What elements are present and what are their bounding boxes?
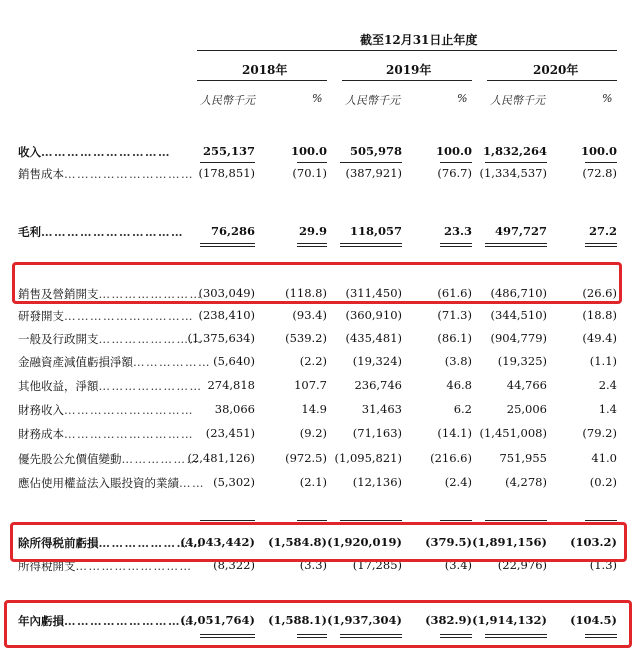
table-cell: (311,450) xyxy=(345,286,402,300)
table-cell: (4,051,764) xyxy=(180,613,255,627)
rule xyxy=(340,162,402,163)
table-cell: (360,910) xyxy=(345,308,402,322)
table-cell: (71,163) xyxy=(352,426,402,440)
table-cell: (14.1) xyxy=(437,426,472,440)
table-cell: (18.8) xyxy=(582,308,617,322)
header-rule xyxy=(197,50,617,51)
table-cell: (19,324) xyxy=(352,354,402,368)
row-label-text: 應佔使用權益法入賬投資的業績 xyxy=(18,476,179,490)
table-cell: (238,410) xyxy=(198,308,255,322)
row-label-text: 其他收益，淨額 xyxy=(18,379,99,393)
table-cell: (4,043,442) xyxy=(180,535,255,549)
table-row xyxy=(18,451,618,471)
leader-dots: ………………………… xyxy=(64,309,194,323)
row-label-text: 財務收入 xyxy=(18,403,64,417)
table-cell: (2.2) xyxy=(299,354,327,368)
table-cell: 274,818 xyxy=(207,378,255,392)
row-label xyxy=(18,426,194,442)
table-cell: (2.4) xyxy=(444,475,472,489)
leader-dots: ……………………… xyxy=(75,559,193,573)
highlight-box-loss-before-tax xyxy=(10,522,627,562)
table-cell: 14.9 xyxy=(301,402,327,416)
year-2019: 2019年 xyxy=(386,63,432,77)
table-cell: (103.2) xyxy=(570,535,617,549)
table-cell: 31,463 xyxy=(361,402,402,416)
table-cell: (70.1) xyxy=(292,166,327,180)
table-cell: (1,451,008) xyxy=(479,426,547,440)
row-label-text: 除所得税前虧損 xyxy=(18,536,99,550)
table-cell: (486,710) xyxy=(490,286,547,300)
table-cell: (9.2) xyxy=(299,426,327,440)
rule xyxy=(297,243,327,244)
year-rule-2019 xyxy=(342,80,472,81)
table-cell: (0.2) xyxy=(589,475,617,489)
rule xyxy=(297,162,327,163)
table-cell: (1,914,132) xyxy=(472,613,547,627)
table-cell: (5,640) xyxy=(213,354,255,368)
table-cell: (1.3) xyxy=(589,558,617,572)
table-cell: (3.3) xyxy=(299,558,327,572)
rule xyxy=(485,243,547,244)
table-cell: 100.0 xyxy=(435,144,472,158)
highlight-box-loss-for-year xyxy=(4,600,632,648)
row-label-text: 所得稅開支 xyxy=(18,559,76,573)
row-label xyxy=(18,451,200,467)
table-cell: 107.7 xyxy=(294,378,327,392)
leader-dots: ………………………… xyxy=(64,427,194,441)
row-label xyxy=(18,224,184,240)
row-label-text: 研發開支 xyxy=(18,309,64,323)
table-cell: (435,481) xyxy=(345,331,402,345)
highlight-box-selling-expenses xyxy=(12,262,622,304)
table-cell: 497,727 xyxy=(494,224,547,238)
leader-dots: …………………… xyxy=(98,332,203,346)
table-cell: (1,095,821) xyxy=(334,451,402,465)
table-cell: (303,049) xyxy=(198,286,255,300)
rule xyxy=(585,162,617,163)
table-row xyxy=(18,224,618,244)
table-cell: 76,286 xyxy=(210,224,255,238)
rule xyxy=(200,520,255,521)
table-cell: (1,588.1) xyxy=(268,613,327,627)
leader-dots: ………………………… xyxy=(64,614,194,628)
table-cell: 505,978 xyxy=(349,144,402,158)
table-cell: (3.4) xyxy=(444,558,472,572)
row-label-text: 一般及行政開支 xyxy=(18,332,99,346)
table-cell: (904,779) xyxy=(490,331,547,345)
row-label-text: 財務成本 xyxy=(18,427,64,441)
table-cell: 236,746 xyxy=(354,378,402,392)
table-cell: 1,832,264 xyxy=(482,144,547,158)
table-cell: (23,451) xyxy=(205,426,255,440)
table-cell: 27.2 xyxy=(588,224,617,238)
unit-rmb-2019: 人民幣千元 xyxy=(345,94,400,107)
table-cell: (3.8) xyxy=(444,354,472,368)
rule xyxy=(485,520,547,521)
leader-dots: ………………………… xyxy=(64,403,194,417)
row-label-text: 金融資產減值虧損淨額 xyxy=(18,355,133,369)
table-row xyxy=(18,308,618,328)
rule xyxy=(485,246,547,247)
leader-dots: ………………………… xyxy=(41,145,171,159)
table-cell: (76.7) xyxy=(437,166,472,180)
table-cell: 255,137 xyxy=(202,144,255,158)
table-cell: (178,851) xyxy=(198,166,255,180)
year-2020: 2020年 xyxy=(533,63,579,77)
table-cell: 1.4 xyxy=(598,402,617,416)
row-label xyxy=(18,166,194,182)
table-row xyxy=(18,331,618,351)
table-cell: (118.8) xyxy=(285,286,327,300)
table-cell: 23.3 xyxy=(443,224,472,238)
table-cell: (387,921) xyxy=(345,166,402,180)
table-cell: (26.6) xyxy=(582,286,617,300)
year-rule-2020 xyxy=(487,80,617,81)
table-cell: (5,302) xyxy=(213,475,255,489)
table-cell: 44,766 xyxy=(506,378,547,392)
row-label-text: 年內虧損 xyxy=(18,614,64,628)
table-cell: (379.5) xyxy=(425,535,472,549)
table-cell: 751,955 xyxy=(499,451,547,465)
table-cell: (382.9) xyxy=(425,613,472,627)
rule xyxy=(485,162,547,163)
leader-dots: …………………… xyxy=(98,287,203,301)
table-cell: 100.0 xyxy=(580,144,617,158)
leader-dots: …………………… xyxy=(98,536,203,550)
table-cell: (344,510) xyxy=(490,308,547,322)
table-cell: 46.8 xyxy=(446,378,472,392)
table-row xyxy=(18,354,618,374)
table-cell: (1.1) xyxy=(589,354,617,368)
table-cell: 29.9 xyxy=(298,224,327,238)
table-cell: (19,325) xyxy=(497,354,547,368)
row-label-text: 收入 xyxy=(18,145,41,159)
rule xyxy=(440,246,472,247)
rule xyxy=(340,243,402,244)
leader-dots: ………………………… xyxy=(64,167,194,181)
rule xyxy=(297,520,327,521)
table-cell: (1,891,156) xyxy=(472,535,547,549)
table-cell: 38,066 xyxy=(214,402,255,416)
table-row xyxy=(18,426,618,446)
table-cell: (1,334,537) xyxy=(479,166,547,180)
year-rule-2018 xyxy=(197,80,327,81)
table-cell: (1,937,304) xyxy=(327,613,402,627)
table-cell: (4,278) xyxy=(505,475,547,489)
table-cell: (86.1) xyxy=(437,331,472,345)
unit-pct-2019: % xyxy=(457,92,468,105)
table-cell: (216.6) xyxy=(430,451,472,465)
table-cell: 25,006 xyxy=(506,402,547,416)
leader-dots: …… xyxy=(179,476,205,490)
unit-rmb-2020: 人民幣千元 xyxy=(490,94,545,107)
table-cell: (539.2) xyxy=(285,331,327,345)
table-cell: (12,136) xyxy=(352,475,402,489)
row-label xyxy=(18,331,203,347)
row-label-text: 毛利 xyxy=(18,225,41,239)
rule xyxy=(440,243,472,244)
table-cell: 118,057 xyxy=(349,224,402,238)
rule xyxy=(200,162,255,163)
table-row xyxy=(18,378,618,398)
table-cell: (71.3) xyxy=(437,308,472,322)
table-cell: (61.6) xyxy=(437,286,472,300)
table-cell: 2.4 xyxy=(598,378,617,392)
row-label-text: 銷售及營銷開支 xyxy=(18,287,99,301)
table-cell: 6.2 xyxy=(453,402,472,416)
table-cell: (2.1) xyxy=(299,475,327,489)
row-label xyxy=(18,144,171,160)
rule xyxy=(297,246,327,247)
rule xyxy=(200,243,255,244)
table-cell: (49.4) xyxy=(582,331,617,345)
rule xyxy=(440,162,472,163)
row-label-text: 優先股公允價值變動 xyxy=(18,452,122,466)
rule xyxy=(340,246,402,247)
table-cell: (1,584.8) xyxy=(268,535,327,549)
table-row xyxy=(18,475,618,495)
unit-pct-2020: % xyxy=(602,92,613,105)
table-cell: (72.8) xyxy=(582,166,617,180)
row-label xyxy=(18,308,194,324)
table-cell: (79.2) xyxy=(582,426,617,440)
table-row xyxy=(18,402,618,422)
rule xyxy=(585,246,617,247)
leader-dots: …………………………… xyxy=(41,225,184,239)
table-cell: (8,322) xyxy=(213,558,255,572)
table-cell: (104.5) xyxy=(570,613,617,627)
period-header: 截至12月31日止年度 xyxy=(360,33,478,47)
table-cell: 100.0 xyxy=(290,144,327,158)
table-cell: (22,976) xyxy=(497,558,547,572)
table-cell: (17,285) xyxy=(352,558,402,572)
table-cell: (1,920,019) xyxy=(327,535,402,549)
leader-dots: ……………… xyxy=(121,452,200,466)
table-cell: (93.4) xyxy=(292,308,327,322)
row-label xyxy=(18,402,194,418)
row-label xyxy=(18,354,211,370)
rule xyxy=(340,520,402,521)
table-cell: 41.0 xyxy=(591,451,617,465)
rule xyxy=(585,520,617,521)
rule xyxy=(200,246,255,247)
table-cell: (2,481,126) xyxy=(187,451,255,465)
leader-dots: …………………… xyxy=(98,379,203,393)
row-label xyxy=(18,378,203,394)
table-row xyxy=(18,166,618,186)
year-2018: 2018年 xyxy=(242,63,288,77)
rule xyxy=(440,520,472,521)
table-row xyxy=(18,144,618,164)
row-label-text: 銷售成本 xyxy=(18,167,64,181)
row-label xyxy=(18,475,205,491)
leader-dots: ……………… xyxy=(133,355,211,369)
rule xyxy=(585,243,617,244)
unit-pct-2018: % xyxy=(312,92,323,105)
table-cell: (972.5) xyxy=(285,451,327,465)
table-cell: (1,375,634) xyxy=(187,331,255,345)
unit-rmb-2018: 人民幣千元 xyxy=(200,94,255,107)
